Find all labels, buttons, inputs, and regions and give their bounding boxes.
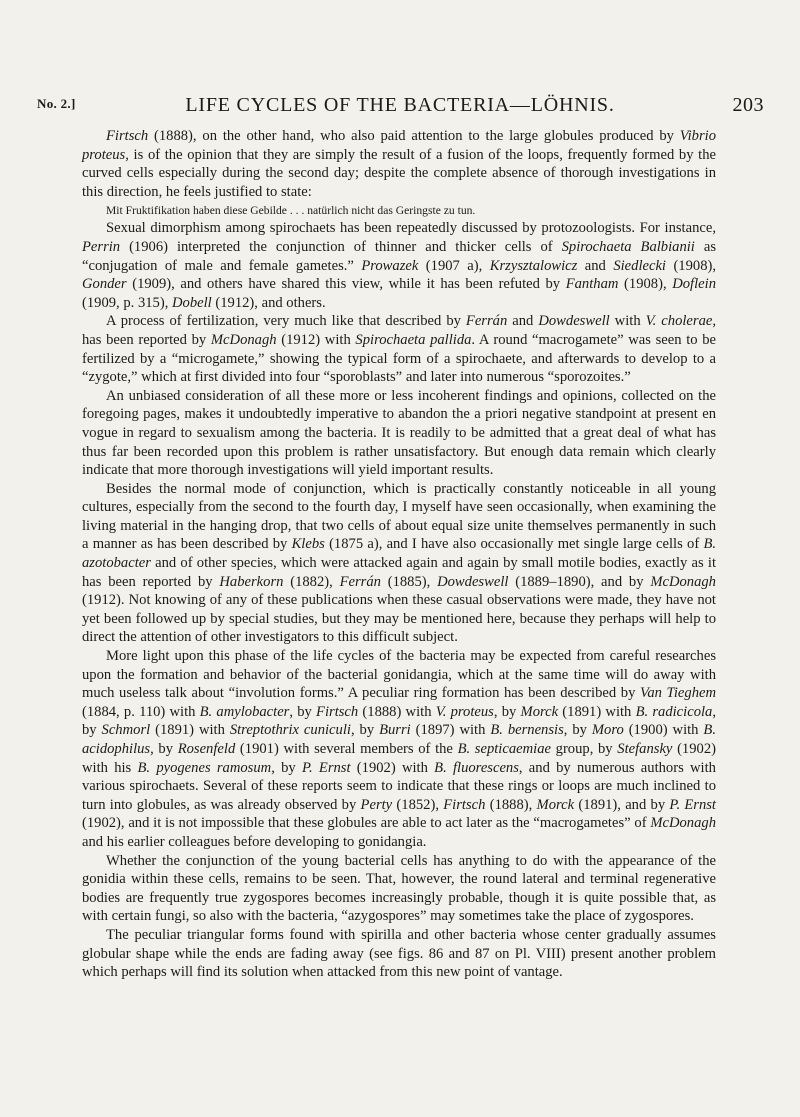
italic-term: Morck [536,796,575,813]
italic-term: McDonagh [210,331,277,348]
text-run: (1900) with [623,722,704,739]
text-run: group, by [550,741,618,757]
german-quote: Mit Fruktifikation haben diese Gebilde . . . natürlich nicht das Geringste zu tun. [106,204,476,218]
italic-term: B. acidophilus [82,722,716,757]
italic-term: Firtsch [106,128,149,144]
text-run: . A round “macrogamete” was seen to be fertilized by a “microgamete,” showing the typical form of a spirochaete, and afterwards to develop to a “zygote,” which at first divided into four “sporoblasts” and later into numerous “sporozoites.” [82,331,717,386]
italic-term: Burri [379,722,411,739]
text-run: (1907 a), [418,257,490,274]
paragraph [82,127,716,201]
italic-term: Dowdeswell [538,313,610,330]
italic-term: Schmorl [101,722,151,739]
italic-term: P. Ernst [301,759,351,776]
text-run: and his earlier colleagues before developing to gonidangia. [82,833,427,850]
text-run: More light upon this phase of the life cycles of the bacteria may be expected from careful researches upon the formation and behavior of the bacterial gonidangia, which at the same time will do away with much useless talk about “involution forms.” A peculiar ring formation has been described by [82,648,716,702]
running-header [0,94,800,120]
text-run: , by [350,722,380,739]
text-run: , has been reported by [82,313,717,348]
text-run: (1912), and others. [211,294,326,311]
text-run: as “conjugation of male and female gametes.” [82,238,716,274]
text-run: (1875 a), and I have also occasionally met single large cells of [324,536,704,553]
italic-term: Vibrio proteus [82,128,716,163]
text-run: (1901) with several members of the [235,741,458,757]
italic-term: V. proteus [435,703,494,720]
text-run: , by [271,759,302,776]
text-run: and [507,313,539,330]
italic-term: Gonder [82,276,127,293]
text-run: (1909, p. 315), [82,294,172,311]
text-run: , by [82,703,716,739]
text-run: (1891) with [558,703,636,720]
italic-term: B. septicaemiae [457,741,551,757]
paragraph [82,926,716,982]
italic-term: Stefansky [617,741,673,757]
italic-term: Fantham [565,276,619,293]
paragraph [82,480,716,647]
text-run: , by [563,722,592,739]
italic-term: B. radicicola [635,703,713,720]
italic-term: P. Ernst [669,796,716,813]
text-run: (1902) with [350,759,435,776]
text-run: (1852), [392,796,444,813]
text-run: An unbiased consideration of all these more or less incoherent findings and opinions, collected on the foregoing pages, makes it undoubtedly imperative to abandon the a priori negative standpoint at present en vogue in regard to sexualism among the bacteria. It is readily to be admitted that a great deal of what has thus far been recorded upon this problem is rather unsatisfactory. But enough data remain which clearly indicate that more thorough investigations will yield important results. [82,387,716,479]
running-title: LIFE CYCLES OF THE BACTERIA—LÖHNIS. [185,94,615,116]
text-run: (1912) with [276,331,356,348]
italic-term: Krzysztalowicz [489,257,578,274]
italic-term: B. pyogenes ramosum [137,759,272,776]
paragraph [82,219,716,312]
text-run: with [609,313,646,330]
italic-term: V. cholerae [645,313,713,330]
italic-term: McDonagh [650,815,716,832]
italic-term: Doflein [672,276,716,293]
italic-term: Ferrán [339,573,381,590]
text-run: (1902) with his [82,741,716,776]
issue-number: No. 2.] [37,96,76,111]
italic-term: Haberkorn [219,573,284,590]
text-run: , by [289,703,317,720]
italic-term: B. fluorescens [434,759,519,776]
body-text [82,127,716,982]
paragraph [82,387,716,480]
text-run: , by [150,741,178,757]
text-run: (1912). Not knowing of any of these publications when these casual observations were made, they have not yet been followed up by special studies, but they may be mentioned here, because they perhaps will help to direct the attention of other investigators to this difficult subject. [82,592,716,646]
text-run: (1888), [485,796,537,813]
text-run: Besides the normal mode of conjunction, which is practically constantly noticeable in all young cultures, especially from the second to the fourth day, I myself have seen occasionally, when examining the living material in the hanging drop, that two cells of about equal size unite themselves permanently in such a manner as has been described by [82,480,716,553]
text-run: (1909), and others have shared this view, while it has been refuted by [126,276,566,293]
text-run: and of other species, which were attacked again and again by small motile bodies, exactly as it has been reported by [82,555,716,590]
text-run: (1902), and it is not impossible that these globules are able to act later as the “macrogametes” of [82,815,651,832]
italic-term: Perty [360,796,393,813]
text-run: (1888), on the other hand, who also paid attention to the large globules produced by [148,128,680,144]
italic-term: Siedlecki [613,257,666,274]
text-run: (1908), [618,276,673,293]
text-run: (1889–1890), and by [508,573,651,590]
italic-term: Van Tieghem [640,685,717,702]
text-run: , and by numerous authors with various spirochaets. Several of these reports seem to indicate that these rings or loops are much inclined to turn into globules, as was already observed by [82,759,716,813]
italic-term: Dobell [172,294,212,311]
text-run: A process of fertilization, very much like that described by [106,313,466,330]
italic-term: Perrin [82,238,121,255]
paragraph [82,312,716,386]
italic-term: B. amylobacter [199,703,290,720]
text-run: The peculiar triangular forms found with spirilla and other bacteria whose center gradually assumes globular shape while the ends are fading away (see figs. 86 and 87 on Pl. VIII) present another problem which perhaps will find its solution when attacked from this new point of vantage. [82,926,716,981]
italic-term: Prowazek [361,257,419,274]
italic-term: B. azotobacter [82,536,717,572]
text-run: Whether the conjunction of the young bacterial cells has anything to do with the appearance of the gonidia within these cells, remains to be seen. That, however, the round lateral and terminal regenerative bodies are frequently true zygospores becomes increasingly probable, though it is quite possible that, as with certain fungi, so also with the bacteria, “azygospores” may sometimes take the place of zygospores. [82,852,716,925]
text-run: (1908), [665,257,716,274]
text-run: (1906) interpreted the conjunction of thinner and thicker cells of [120,238,562,255]
text-run: (1891), and by [574,796,670,813]
italic-term: Ferrán [465,313,508,330]
paragraph [82,852,716,926]
italic-term: McDonagh [650,573,716,590]
text-run: (1884, p. 110) with [82,703,200,720]
paragraph [82,647,716,852]
text-run: Sexual dimorphism among spirochaets has been repeatedly discussed by protozoologists. For instance, [106,220,716,237]
italic-term: Firtsch [316,703,359,720]
text-run: (1888) with [358,703,436,720]
italic-term: Streptothrix cuniculi [229,722,351,739]
text-run: , by [493,703,521,720]
italic-term: Firtsch [443,796,486,813]
italic-term: Klebs [291,536,325,553]
text-run: (1891) with [150,722,230,739]
italic-term: B. bernensis [490,722,564,739]
page-number: 203 [732,94,764,116]
text-run: (1885), [380,573,438,590]
italic-term: Rosenfeld [177,741,236,757]
text-run: (1897) with [410,722,491,739]
italic-term: Spirochaeta pallida [355,331,472,348]
text-run: and [577,257,614,274]
text-run: (1882), [283,573,340,590]
italic-term: Spirochaeta Balbianii [561,238,695,255]
italic-term: Morck [520,703,559,720]
italic-term: Moro [591,722,624,739]
text-run: , is of the opinion that they are simply the result of a fusion of the loops, frequently formed by the curved cells especially during the second day; despite the complete absence of thorough investigations in this direction, he feels justified to state: [82,146,716,200]
italic-term: Dowdeswell [437,573,509,590]
